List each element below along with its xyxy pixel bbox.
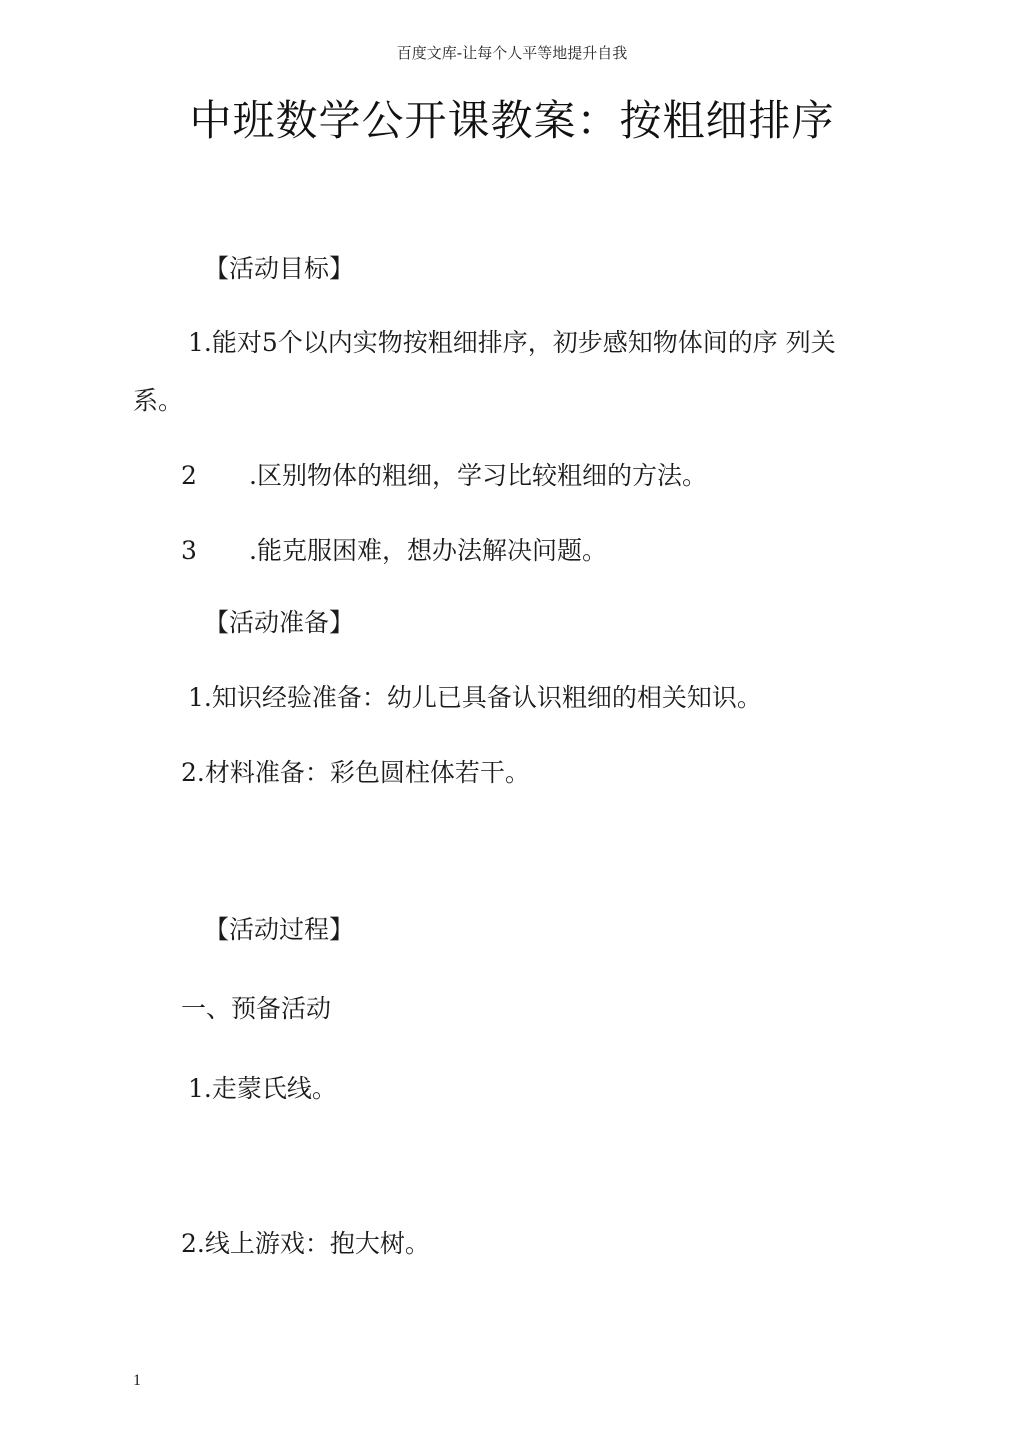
process-heading: 【活动过程】: [204, 915, 355, 944]
goal-2-text: .区别物体的粗细，学习比较粗细的方法。: [249, 461, 707, 490]
prep-item-1: 1.知识经验准备：幼儿已具备认识粗细的相关知识。: [188, 683, 762, 712]
page-number: 1: [133, 1372, 141, 1389]
prep-item-2: 2.材料准备：彩色圆柱体若干。: [181, 758, 530, 787]
document-title: 中班数学公开课教案：按粗细排序: [189, 96, 835, 145]
goal-3-number: 3: [181, 536, 197, 565]
page-header: 百度文库-让每个人平等地提升自我: [396, 44, 628, 62]
goal-3-text: .能克服困难，想办法解决问题。: [249, 536, 607, 565]
process-part-1: 一、预备活动: [181, 994, 332, 1023]
process-item-2: 2.线上游戏：抱大树。: [181, 1229, 430, 1258]
goal-1-line-1: 1.能对5个以内实物按粗细排序，初步感知物体间的序 列关: [188, 328, 836, 357]
goal-1-line-2: 系。: [133, 386, 184, 415]
goals-heading: 【活动目标】: [204, 254, 355, 283]
process-item-1: 1.走蒙氏线。: [188, 1074, 337, 1103]
goal-2-number: 2: [181, 461, 197, 490]
prep-heading: 【活动准备】: [204, 608, 355, 637]
